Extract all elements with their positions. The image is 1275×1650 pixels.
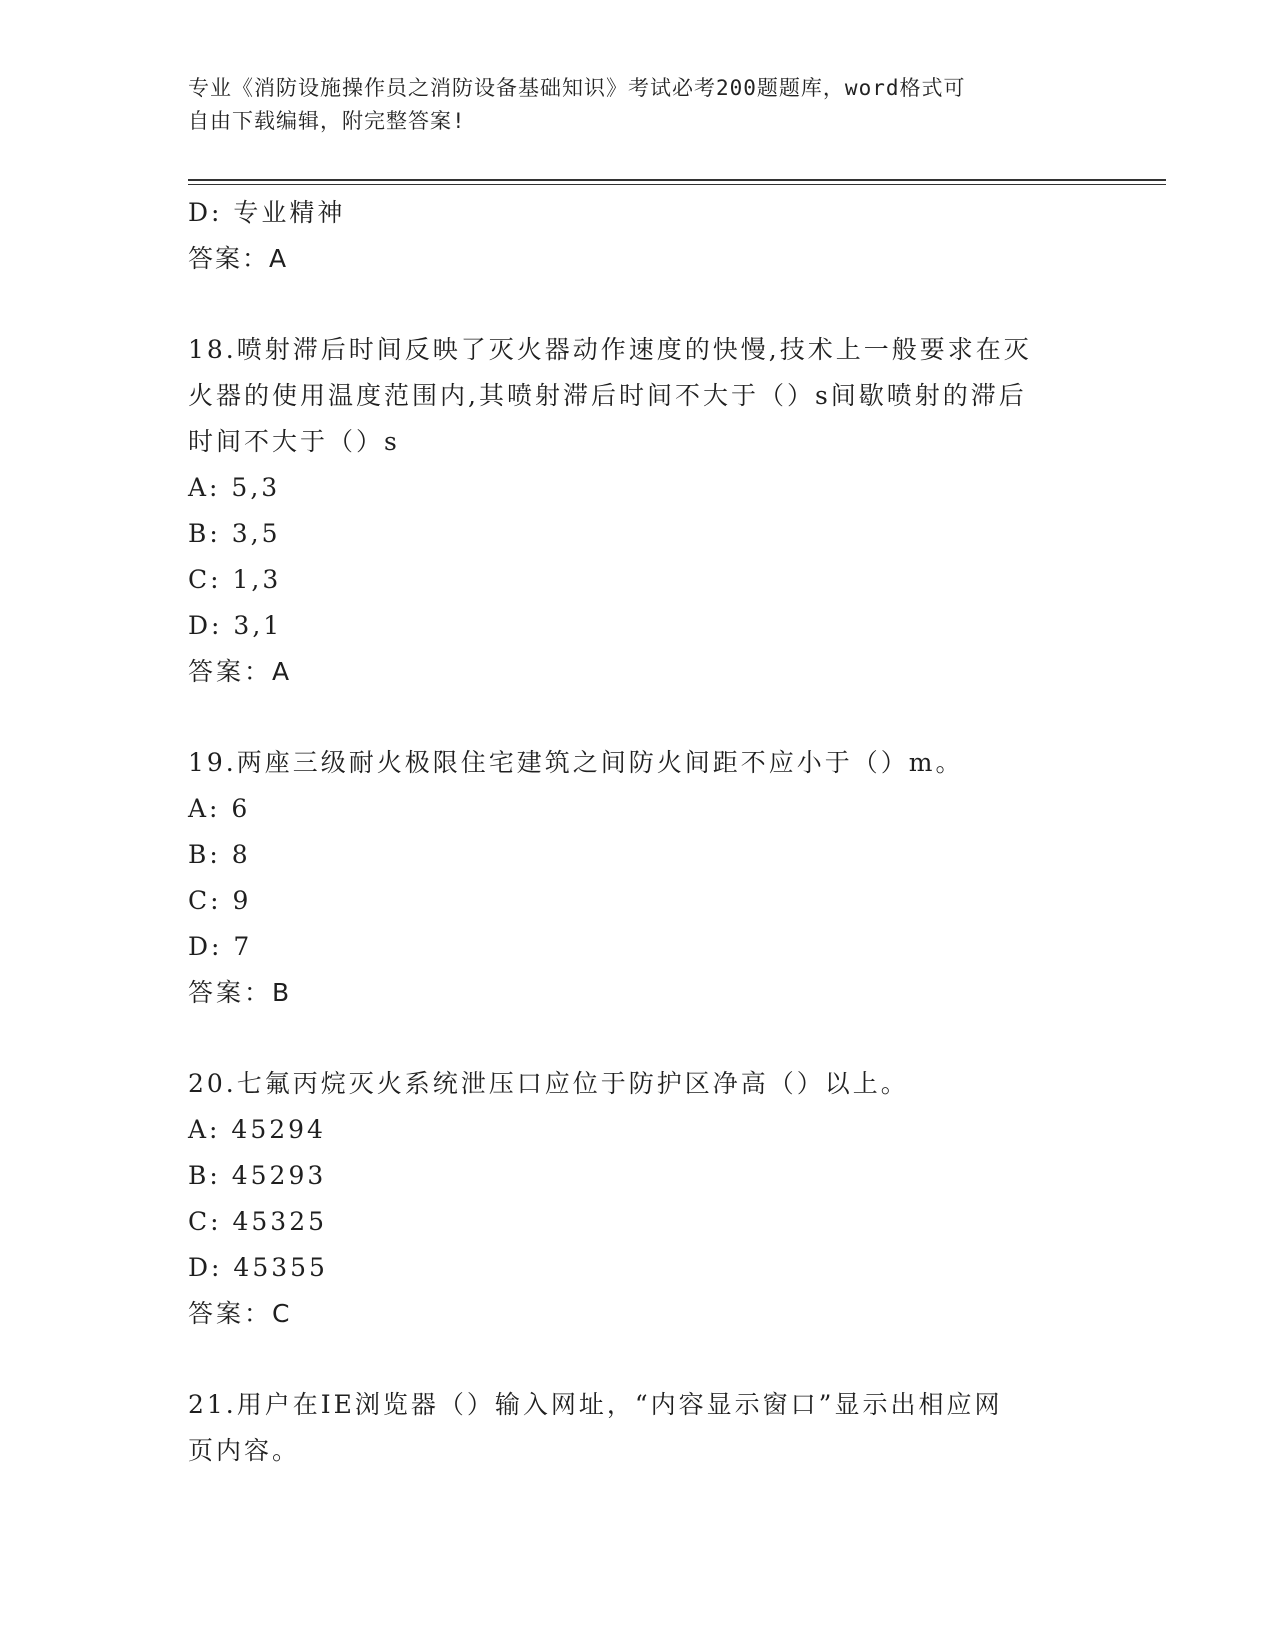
answer-line: 答案：C	[188, 1299, 293, 1328]
document-header	[188, 72, 1078, 138]
spacer	[188, 282, 1088, 327]
question-text-line: 火器的使用温度范围内,其喷射滞后时间不大于（）s间歇喷射的滞后	[188, 381, 1027, 410]
question-20	[188, 1061, 1088, 1337]
question-21	[188, 1382, 1088, 1474]
option-a: A: 5,3	[188, 473, 281, 502]
header-line-2: 自由下载编辑，附完整答案!	[188, 109, 466, 133]
option-d: D: 7	[188, 932, 253, 961]
spacer	[188, 1016, 1088, 1061]
answer-line: 答案：B	[188, 978, 293, 1007]
spacer	[188, 695, 1088, 740]
question-text-line: 时间不大于（）s	[188, 427, 400, 456]
option-a: A: 6	[188, 794, 251, 823]
question-text-line: 21.用户在IE浏览器（）输入网址，“内容显示窗口”显示出相应网	[188, 1390, 1003, 1419]
question-text-line: 页内容。	[188, 1436, 301, 1465]
option-d: D: 3,1	[188, 611, 283, 640]
option-b: B: 45293	[188, 1161, 327, 1190]
header-rule-thin	[188, 184, 1166, 185]
header-rule-thick	[188, 179, 1166, 181]
question-text-line: 20.七氟丙烷灭火系统泄压口应位于防护区净高（）以上。	[188, 1069, 909, 1098]
option-c: C: 1,3	[188, 565, 282, 594]
answer-line: 答案：A	[188, 244, 289, 273]
option-b: B: 8	[188, 840, 251, 869]
spacer	[188, 1337, 1088, 1382]
option-b: B: 3,5	[188, 519, 281, 548]
option-c: C: 9	[188, 886, 252, 915]
option-a: A: 45294	[188, 1115, 326, 1144]
question-19	[188, 740, 1088, 1016]
question-18	[188, 327, 1088, 695]
question-text-line: 19.两座三级耐火极限住宅建筑之间防火间距不应小于（）m。	[188, 748, 964, 777]
question-content	[188, 190, 1088, 1474]
option-d: D: 45355	[188, 1253, 328, 1282]
question-text-line: 18.喷射滞后时间反映了灭火器动作速度的快慢,技术上一般要求在灭	[188, 335, 1032, 364]
option-c: C: 45325	[188, 1207, 328, 1236]
option-d: D: 专业精神	[188, 198, 346, 227]
previous-question-tail	[188, 190, 1088, 282]
header-line-1: 专业《消防设施操作员之消防设备基础知识》考试必考200题题库，word格式可	[188, 76, 966, 100]
answer-line: 答案：A	[188, 657, 293, 686]
